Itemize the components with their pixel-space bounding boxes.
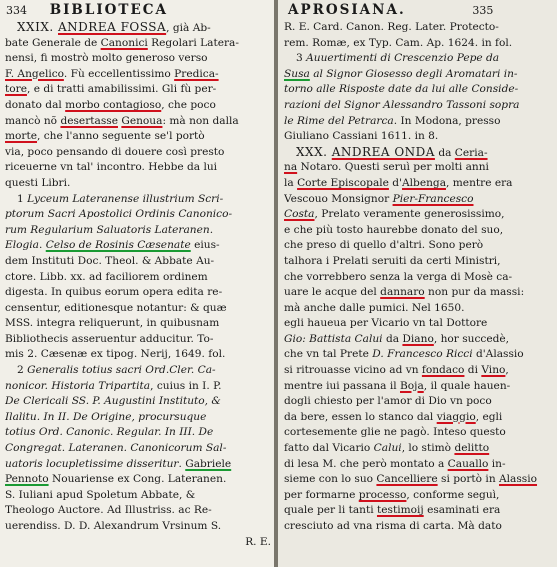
text-span: dannaro	[380, 286, 425, 299]
text-line	[5, 238, 271, 254]
text-span: al Signor Giosesso degli Aromatari in-	[309, 67, 518, 80]
text-span: eius-	[190, 239, 220, 252]
text-span: Pennoto	[5, 473, 49, 486]
text-line	[284, 114, 552, 130]
text-line	[5, 301, 271, 317]
text-line	[5, 363, 271, 379]
text-line	[284, 36, 552, 52]
text-line	[5, 129, 271, 145]
text-span: nonicor. Historia Tripartita	[5, 379, 151, 392]
text-span: razioni del Signor Alessandro Tassoni sopra	[284, 98, 520, 111]
text-line	[5, 207, 271, 223]
text-span: viaggio	[436, 410, 476, 423]
text-span: Congregat. Lateranen. Canonicorum Sal-	[5, 442, 227, 455]
text-span: , egli	[475, 410, 503, 423]
text-line	[284, 20, 552, 36]
text-span: , cuius in I. P.	[150, 379, 222, 392]
text-span: bate Generale de	[5, 36, 101, 49]
text-span: Vescouo Monsignor	[284, 192, 393, 205]
text-line	[5, 457, 271, 473]
text-span: rem. Romæ, ex Typ. Cam. Ap. 1624. in fol.	[284, 36, 513, 49]
text-span: uare le acque del	[284, 286, 381, 299]
text-span: che preso di quello d'altri. Sono però	[284, 239, 484, 252]
text-line	[284, 488, 552, 504]
text-span: mancò nõ	[5, 114, 61, 127]
text-span: Auuertimenti di Crescenzio Pepe da	[306, 52, 500, 65]
text-span: censentur, editionesque notantur: & quæ	[5, 301, 227, 314]
text-line	[5, 488, 271, 504]
text-span: mà anche dalle pumici. Nel 1650.	[284, 301, 465, 314]
text-span: d'Alassio	[472, 348, 524, 361]
text-span: S. Iuliani apud Spoletum Abbate, &	[5, 488, 196, 501]
text-span: XXIX.	[17, 20, 58, 34]
text-span: delitto	[454, 442, 490, 455]
text-span: : mà non dalla	[162, 114, 239, 127]
text-span: da bere, essen lo stanco dal	[284, 410, 437, 423]
text-line	[5, 254, 271, 270]
text-span: le Rime del Petrarca	[284, 114, 394, 127]
text-span: , lo stimò	[401, 442, 455, 455]
text-line	[284, 503, 552, 519]
text-span: Bibliothecis asseruentur adducitur. To-	[5, 332, 214, 345]
text-line	[284, 379, 552, 395]
text-span: via, poco pensando di douere così presto	[5, 145, 225, 158]
text-span: Gabriele	[185, 457, 232, 470]
text-line	[5, 535, 271, 551]
text-span: di	[464, 364, 482, 377]
text-line	[284, 129, 552, 145]
text-span: Pier-Francesco	[392, 192, 474, 205]
text-span: Boja	[400, 379, 424, 392]
left-page-text	[5, 20, 271, 550]
text-span: Alassio	[499, 473, 538, 486]
text-span: per formarne	[284, 488, 359, 501]
text-span: Cauallo	[447, 457, 489, 470]
text-span: testimoij	[376, 504, 424, 517]
text-span: Corte Episcopale	[297, 176, 389, 189]
text-span: esaminati era	[423, 504, 501, 517]
text-line	[5, 145, 271, 161]
text-span: Costa	[284, 208, 315, 221]
text-line	[284, 316, 552, 332]
text-line	[284, 519, 552, 535]
text-span: di lesa M. che però montato a	[284, 457, 448, 470]
text-span: dogli chiesto per l'amor di Dio vn poco	[284, 395, 492, 408]
text-span: da	[434, 146, 455, 159]
text-line	[284, 192, 552, 208]
text-span: questi Libri.	[5, 176, 71, 189]
text-line	[284, 223, 552, 239]
text-line	[284, 82, 552, 98]
text-span: , che l'anno seguente se'l portò	[37, 130, 205, 143]
text-span: Giuliano Cassiani 1611. in 8.	[284, 130, 439, 143]
text-line	[284, 410, 552, 426]
text-span: non pur da massi:	[424, 286, 525, 299]
text-span: , conforme seguì,	[406, 488, 500, 501]
text-span: Canonici	[100, 36, 148, 49]
text-span: mis 2. Cæsenæ ex tipog. Nerij, 1649. fol.	[5, 348, 226, 361]
text-span: totius Ord. Canonic. Regular. In III. De	[5, 426, 214, 439]
text-line	[5, 441, 271, 457]
text-line	[284, 67, 552, 83]
left-head-title: BIBLIOTECA	[49, 2, 168, 18]
text-span: sieme con lo suo	[284, 473, 377, 486]
text-span: Regolari Latera-	[147, 36, 239, 49]
text-span: dem Instituti Doc. Theol. & Abbate Au-	[5, 254, 215, 267]
text-span: Elogia	[5, 239, 39, 252]
text-line	[5, 425, 271, 441]
text-span: , e di tratti amabilissimi. Gli fù per-	[26, 83, 217, 96]
text-line	[284, 363, 552, 379]
text-span: MSS. integra reliquerunt, in quibusnam	[5, 317, 220, 330]
text-span: egli haueua per Vicario vn tal Dottore	[284, 317, 488, 330]
text-line	[5, 114, 271, 130]
text-line	[5, 394, 271, 410]
text-span: ctore. Libb. xx. ad faciliorem ordinem	[5, 270, 208, 283]
text-span: fatto dal Vicario	[284, 442, 374, 455]
text-span: .	[39, 239, 46, 252]
text-span: , che poco	[161, 98, 216, 111]
text-span: torno alle Risposte date da lui alle Conside-	[284, 83, 519, 96]
text-line	[5, 36, 271, 52]
text-line	[284, 145, 552, 161]
text-span: na	[284, 161, 298, 174]
text-line	[5, 410, 271, 426]
text-span: ANDREA ONDA	[331, 144, 435, 159]
text-line	[284, 425, 552, 441]
text-line	[5, 160, 271, 176]
right-page-number: 335	[472, 4, 494, 17]
text-span: R. E. Card. Canon. Reg. Later. Protecto-	[284, 21, 499, 33]
text-line	[284, 176, 552, 192]
text-line	[284, 457, 552, 473]
text-span: Nouariense ex Cong. Lateranen.	[48, 473, 227, 486]
text-span: riceuerne vn tal' incontro. Hebbe da lui	[5, 161, 218, 174]
text-line	[5, 316, 271, 332]
text-span: ptorum Sacri Apostolici Ordinis Canonico-	[5, 208, 233, 221]
text-span: Ceria-	[454, 146, 488, 159]
text-span: De Clericali SS. P. Augustini Instituto, &	[5, 395, 221, 408]
text-span: F. Angelico	[5, 67, 64, 80]
text-line	[5, 347, 271, 363]
text-line	[5, 192, 271, 208]
text-span: . In Modona, presso	[393, 114, 501, 127]
text-line	[5, 503, 271, 519]
text-span: rum Regularium Saluatoris Lateranen.	[5, 223, 214, 236]
text-span: talhora i Prelati seruiti da certi Ministri,	[284, 254, 501, 267]
text-span: mentre iui passana il	[284, 379, 400, 392]
text-span: da	[382, 332, 403, 345]
text-span: .	[178, 457, 186, 470]
text-line	[284, 238, 552, 254]
text-span: XXX.	[296, 144, 332, 159]
text-span: Generalis totius sacri Ord.Cler. Ca-	[27, 364, 216, 377]
text-span: tore	[5, 83, 27, 96]
text-span: , hor succedè,	[433, 332, 510, 345]
left-page	[0, 0, 274, 567]
text-span: uerendiss. D. D. Alexandrum Vrsinum S.	[5, 520, 222, 532]
text-span: quale per li tanti	[284, 504, 377, 517]
text-line	[284, 98, 552, 114]
text-span: 3	[296, 52, 307, 65]
text-span: si ritrouasse vicino ad vn	[284, 364, 422, 377]
text-span: Ilalitu. In II. De Origine, procursuque	[5, 410, 207, 423]
text-span: . Fù eccellentissimo	[63, 67, 175, 80]
text-span: , Prelato veramente generosissimo,	[314, 208, 505, 221]
text-line	[5, 20, 271, 36]
text-span: Vino	[481, 364, 506, 377]
text-line	[284, 347, 552, 363]
text-span: in-	[488, 457, 506, 470]
text-span: digesta. In quibus eorum opera edita re-	[5, 286, 223, 299]
text-line	[284, 51, 552, 67]
text-line	[5, 223, 271, 239]
text-line	[284, 472, 552, 488]
text-line	[284, 301, 552, 317]
text-span: donato dal	[5, 98, 66, 111]
text-span: Genoua	[121, 114, 163, 127]
text-span: Calui	[373, 442, 402, 455]
text-line	[284, 332, 552, 348]
text-span: e che più tosto haurebbe donato del suo,	[284, 223, 504, 236]
right-running-head	[288, 2, 493, 18]
text-span: 2	[17, 364, 28, 377]
text-span: d'	[388, 176, 402, 189]
text-span: uatoris locupletissime disseritur	[5, 457, 179, 470]
text-span: che vn tal Prete	[284, 348, 373, 361]
text-line	[5, 332, 271, 348]
text-span: si portò in	[437, 473, 500, 486]
text-line	[284, 254, 552, 270]
text-span: Diano	[402, 332, 434, 345]
text-span: cresciuto ad vna risma di carta. Mà dato	[284, 520, 502, 532]
text-line	[5, 519, 271, 535]
text-span: Theologo Auctore. Ad Illustriss. ac Re-	[5, 504, 212, 517]
text-span: ,	[505, 364, 509, 377]
text-line	[5, 98, 271, 114]
text-line	[5, 270, 271, 286]
text-span: , mentre era	[446, 176, 513, 189]
text-span: la	[284, 176, 298, 189]
text-span: cortesemente glie ne pagò. Inteso questo	[284, 426, 506, 439]
text-span: nensi, fi mostrò molto generoso verso	[5, 52, 208, 65]
text-span: R. E.	[245, 535, 271, 548]
text-span: desertasse	[60, 114, 118, 127]
text-line	[284, 160, 552, 176]
text-line	[5, 472, 271, 488]
text-line	[5, 176, 271, 192]
right-page-text	[284, 20, 552, 535]
text-line	[5, 379, 271, 395]
text-span: processo	[358, 488, 407, 501]
text-span: Predica-	[174, 67, 219, 80]
left-running-head	[6, 2, 168, 18]
text-span: morbo contagioso	[65, 98, 162, 111]
text-line	[284, 270, 552, 286]
text-span: , già Ab-	[166, 22, 211, 34]
text-line	[284, 394, 552, 410]
left-page-number: 334	[6, 4, 27, 17]
text-line	[284, 441, 552, 457]
text-span: Gio: Battista Calui	[284, 332, 383, 345]
text-span: Notaro. Questi seruì per molti anni	[297, 161, 489, 174]
text-span: 1	[17, 192, 28, 205]
text-line	[284, 207, 552, 223]
right-head-title: APROSIANA.	[288, 2, 406, 18]
text-span: Susa	[284, 67, 310, 80]
text-span: Lyceum Lateranense illustrium Scri-	[27, 192, 224, 205]
text-span: Albenga	[402, 176, 447, 189]
text-line	[5, 67, 271, 83]
text-span: , il quale hauen-	[423, 379, 511, 392]
right-page	[278, 0, 557, 567]
text-span: ANDREA FOSSA	[58, 20, 167, 34]
text-span: D. Francesco Ricci	[372, 348, 473, 361]
text-span: che vorrebbero senza la verga di Mosè ca-	[284, 270, 513, 283]
text-span: Celso de Rosinis Cæsenate	[45, 239, 191, 252]
text-line	[5, 82, 271, 98]
text-span: fondaco	[421, 364, 465, 377]
text-line	[5, 51, 271, 67]
text-span: morte	[5, 130, 38, 143]
text-span: Cancelliere	[376, 473, 438, 486]
text-line	[284, 285, 552, 301]
text-line	[5, 285, 271, 301]
